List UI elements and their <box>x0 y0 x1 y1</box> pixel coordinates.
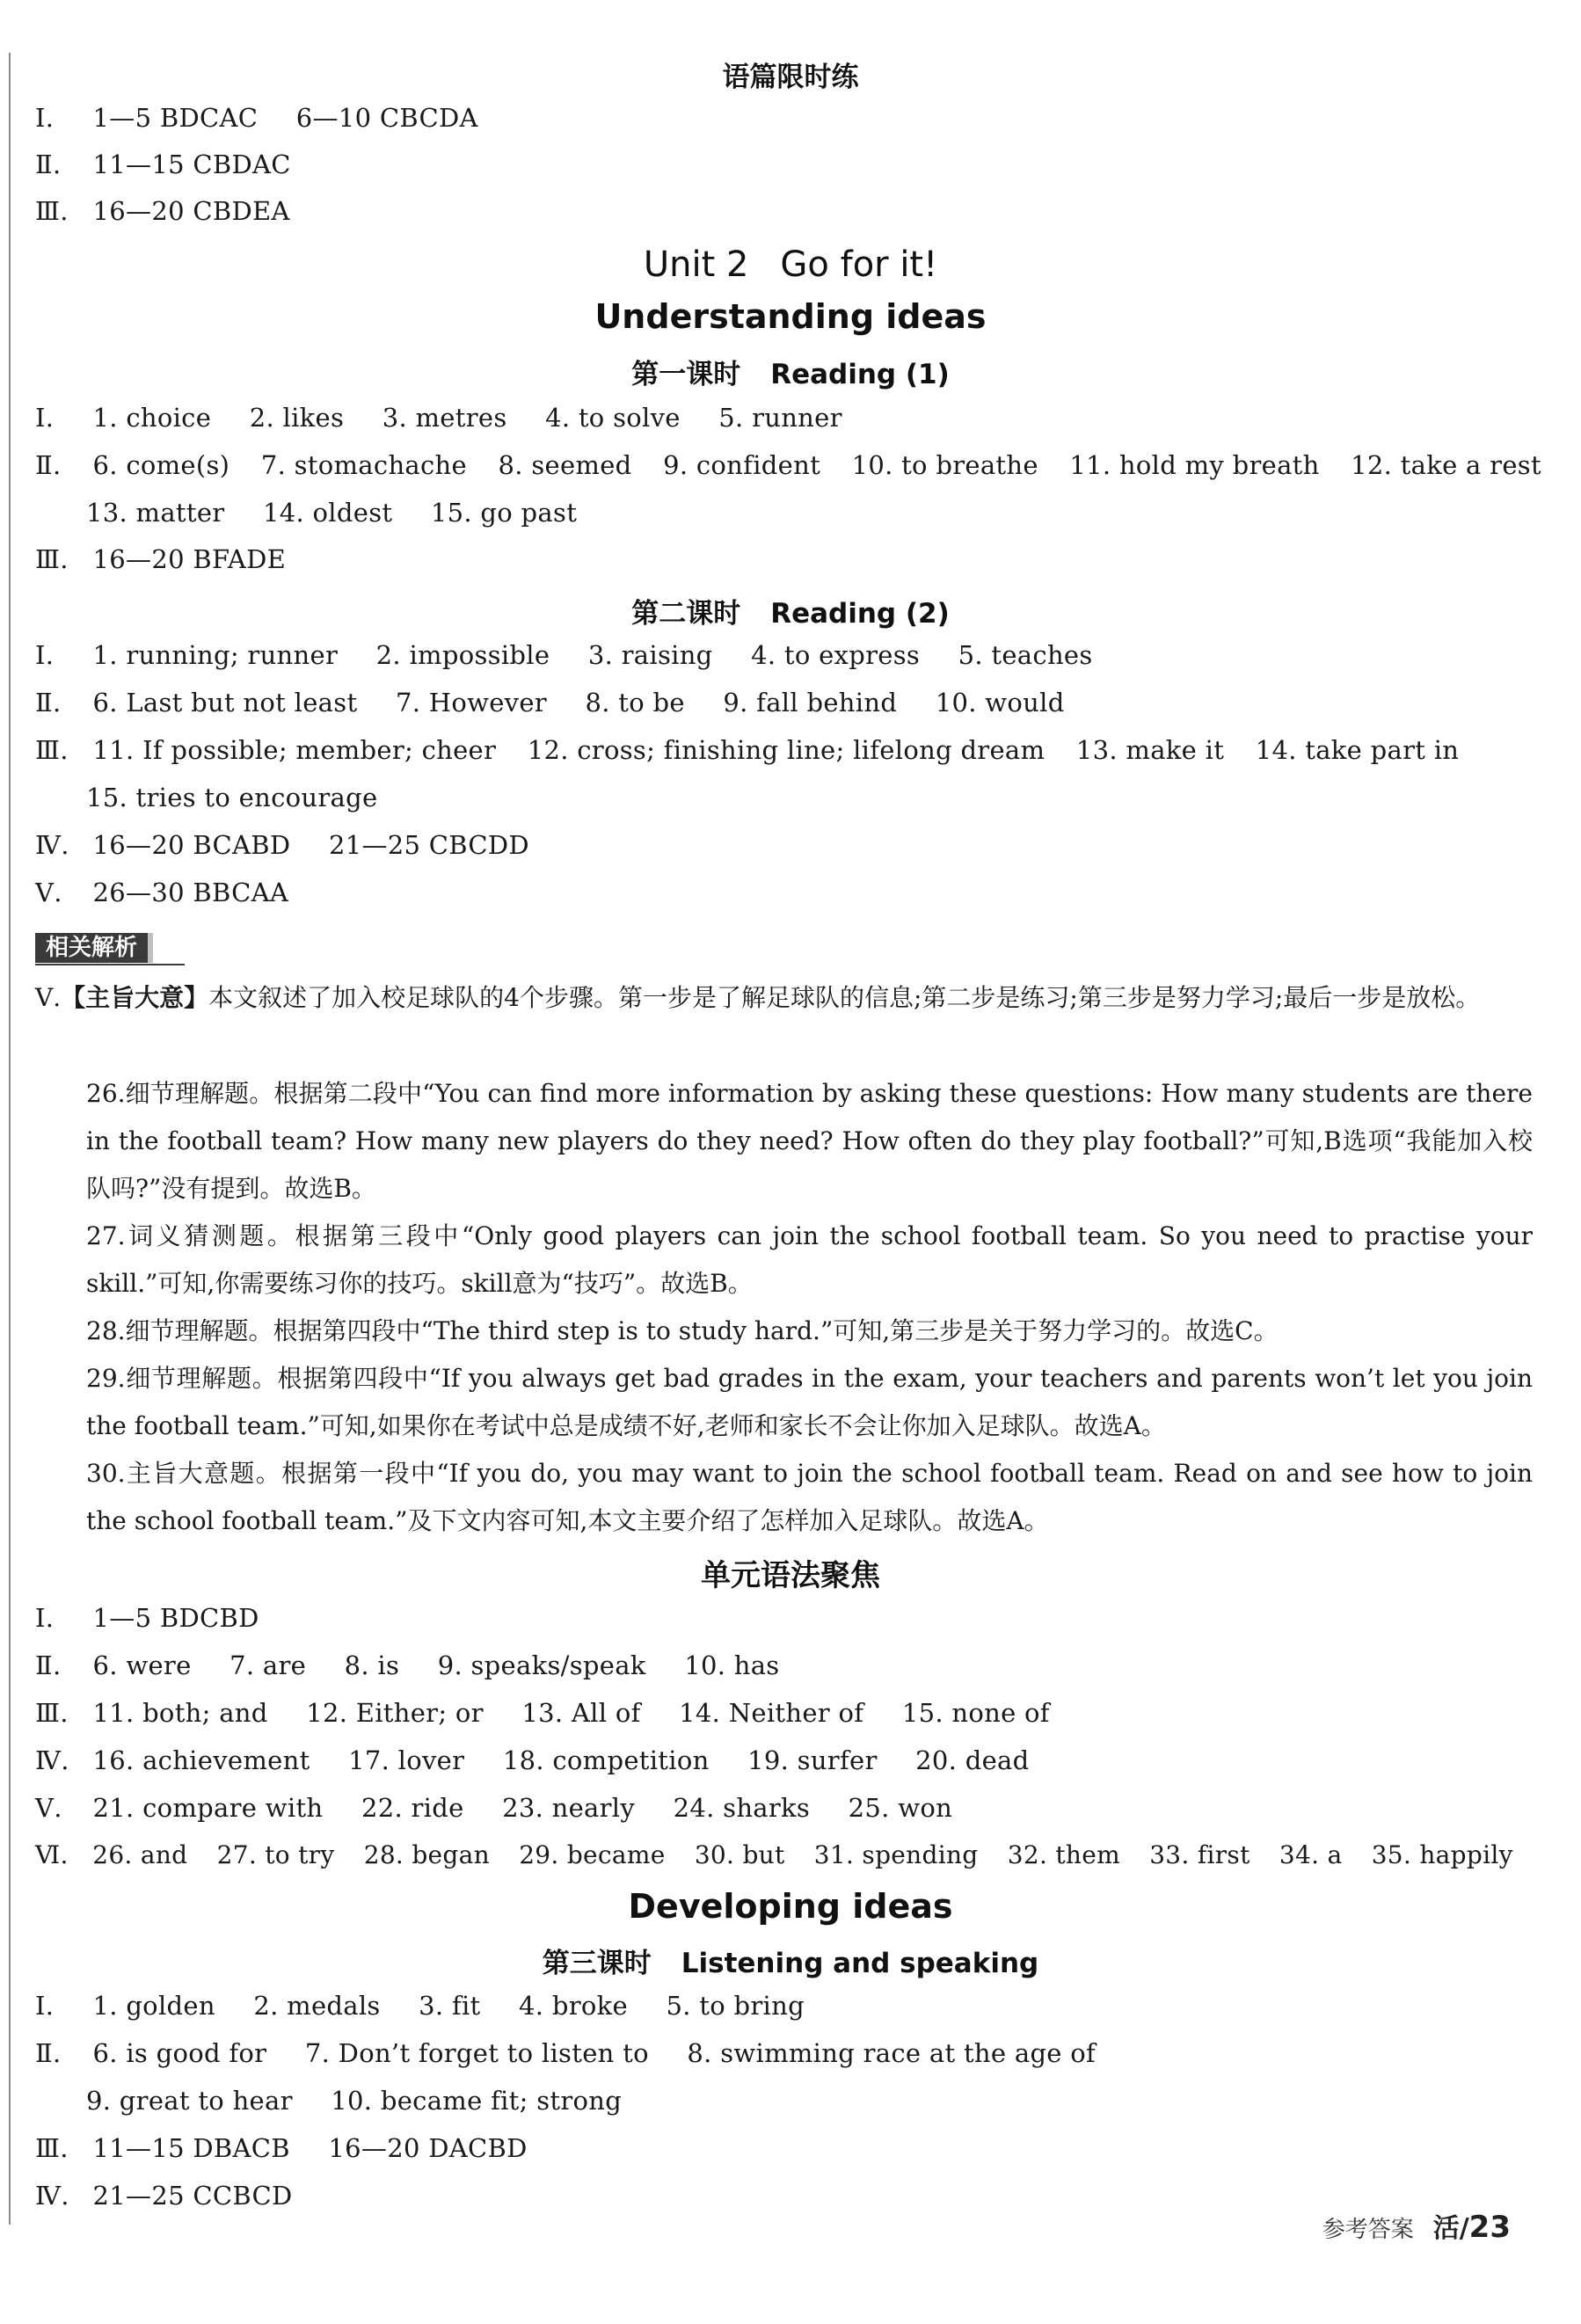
answer-line: Ⅰ. 1—5 BDCAC 6—10 CBCDA <box>35 103 478 133</box>
answer-line: Ⅲ. 11. If possible; member; cheer 12. cross; finishing line; lifelong dream 13. make it 14. take part in <box>35 735 1460 765</box>
answer-line: 13. matter 14. oldest 15. go past <box>86 498 578 528</box>
grammar-title: 单元语法聚焦 <box>701 1558 880 1593</box>
answer-line: Ⅲ. 16—20 BFADE <box>35 544 287 574</box>
answer-line: Ⅵ. 26. and 27. to try 28. began 29. became 30. but 31. spending 32. them 33. first 34. a 35. happily <box>35 1840 1513 1869</box>
unit-name: Go for it! <box>780 244 938 285</box>
answer-line: Ⅰ. 1—5 BDCBD <box>35 1603 259 1633</box>
unit-title <box>0 244 1581 285</box>
answer-line: Ⅱ. 6. come(s) 7. stomachache 8. seemed 9. confident 10. to breathe 11. hold my breath 12. take a rest <box>35 450 1541 480</box>
footer-series-mark: 活/ <box>1432 2213 1469 2244</box>
answer-line: Ⅲ. 11. both; and 12. Either; or 13. All of 14. Neither of 15. none of <box>35 1698 1050 1728</box>
analysis-tag-underline <box>35 964 185 965</box>
answer-line: Ⅱ. 6. Last but not least 7. However 8. to be 9. fall behind 10. would <box>35 688 1065 718</box>
answer-line: Ⅴ. 21. compare with 22. ride 23. nearly 24. sharks 25. won <box>35 1793 953 1823</box>
lesson-title: 第三课时 Listening and speaking <box>542 1948 1039 1979</box>
answer-line: 15. tries to encourage <box>86 783 378 812</box>
lesson-title: 第二课时 Reading (2) <box>631 598 950 630</box>
footer-reference-label: 参考答案 <box>1322 2217 1414 2243</box>
answer-line: Ⅳ. 16—20 BCABD 21—25 CBCDD <box>35 830 529 860</box>
section-title: Understanding ideas <box>594 297 987 336</box>
analysis-main-idea: Ⅴ.【主旨大意】本文叙述了加入校足球队的4个步骤。第一步是了解足球队的信息;第二步是练习;第三步是努力学习;最后一步是放松。 <box>35 983 1481 1012</box>
lesson-title: 第一课时 Reading (1) <box>631 359 950 390</box>
answer-line: 9. great to hear 10. became fit; strong <box>86 2086 623 2116</box>
answer-line: Ⅱ. 6. were 7. are 8. is 9. speaks/speak 10. has <box>35 1650 780 1680</box>
answer-line: Ⅰ. 1. running; runner 2. impossible 3. raising 4. to express 5. teaches <box>35 640 1093 670</box>
answer-line: Ⅰ. 1. choice 2. likes 3. metres 4. to solve 5. runner <box>35 403 842 433</box>
analysis-item: 26.细节理解题。根据第二段中“You can find more information by asking these questions: How many students are there in the football team? How many new players do they need? How often do they play football?”可知,B选项“我能加入校队吗?”没有提到。故选B。 <box>86 1079 1533 1203</box>
answer-line: Ⅲ. 11—15 DBACB 16—20 DACBD <box>35 2133 528 2163</box>
answer-line: Ⅴ. 26—30 BBCAA <box>35 878 289 907</box>
answer-line: Ⅳ. 16. achievement 17. lover 18. competition 19. surfer 20. dead <box>35 1745 1030 1775</box>
analysis-tag: 相关解析 <box>35 933 153 963</box>
analysis-item: 27.词义猜测题。根据第三段中“Only good players can join the school football team. So you need to practise your skill.”可知,你需要练习你的技巧。skill意为“技巧”。故选B。 <box>86 1221 1533 1298</box>
section-title: Developing ideas <box>628 1887 953 1926</box>
answer-line: Ⅱ. 6. is good for 7. Don’t forget to listen to 8. swimming race at the age of <box>35 2038 1096 2068</box>
analysis-item: 29.细节理解题。根据第四段中“If you always get bad grades in the exam, your teachers and parents won’t let you join the football team.”可知,如果你在考试中总是成绩不好,老师和家长不会让你加入足球队。故选A。 <box>86 1364 1533 1440</box>
page-footer <box>1322 2207 1511 2248</box>
answer-line: Ⅱ. 11—15 CBDAC <box>35 149 291 179</box>
answer-line: Ⅰ. 1. golden 2. medals 3. fit 4. broke 5. to bring <box>35 1991 805 2021</box>
page-number: 23 <box>1468 2210 1511 2245</box>
answer-line: Ⅲ. 16—20 CBDEA <box>35 196 290 226</box>
analysis-item: 28.细节理解题。根据第四段中“The third step is to study hard.”可知,第三步是关于努力学习的。故选C。 <box>86 1316 1279 1345</box>
practice-title: 语篇限时练 <box>722 62 859 93</box>
unit-number: Unit 2 <box>643 244 749 285</box>
answer-line: Ⅳ. 21—25 CCBCD <box>35 2181 293 2211</box>
analysis-item: 30.主旨大意题。根据第一段中“If you do, you may want to join the school football team. Read on and see how to join the school football team.”及下文内容可知,本文主要介绍了怎样加入足球队。故选A。 <box>86 1459 1533 1535</box>
